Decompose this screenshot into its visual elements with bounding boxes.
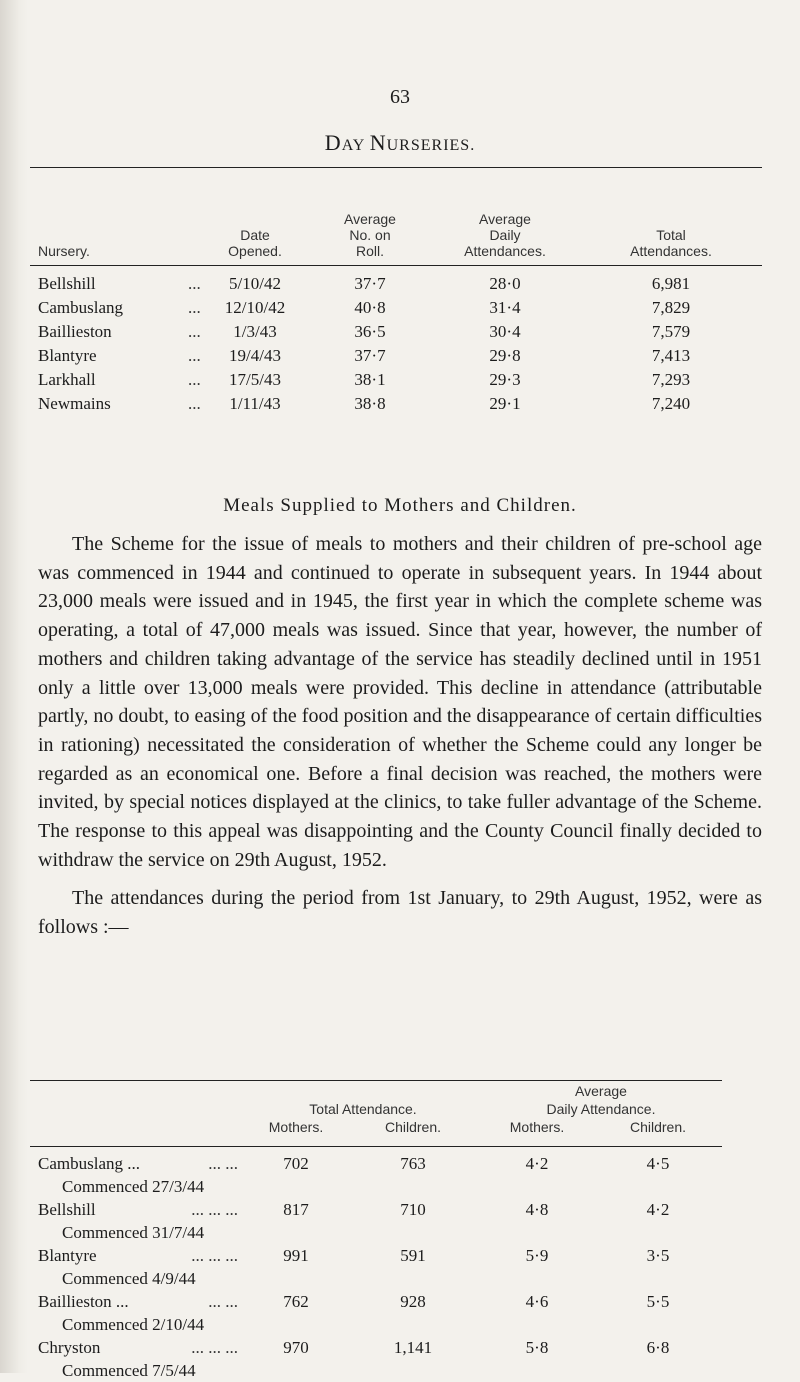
commenced-spacer <box>246 1268 722 1290</box>
clinic-name-cell <box>38 1336 246 1360</box>
total-mothers: 970 <box>283 1338 309 1357</box>
page-shadow-edge <box>0 0 28 1373</box>
leader-dots: ... <box>188 346 201 365</box>
nursery-name-cell <box>38 368 200 392</box>
leader-dots: ... ... ... <box>191 1200 238 1219</box>
meals-commenced-row <box>38 1222 722 1244</box>
nursery-name-cell <box>38 320 200 344</box>
nursery-total: 7,240 <box>651 394 691 413</box>
nursery-date: 19/4/43 <box>229 346 281 365</box>
nursery-name: Blantyre <box>38 346 97 365</box>
nursery-date: 12/10/42 <box>224 298 286 317</box>
day-nurseries-table <box>38 170 762 263</box>
commenced-spacer <box>246 1222 722 1244</box>
nursery-daily: 29·3 <box>489 370 521 389</box>
daily-header-line1: Average <box>479 211 531 227</box>
commenced-date: Commenced 7/5/44 <box>62 1361 196 1380</box>
meals-paragraph-2: The attendances during the period from 1st January, to 29th August, 1952, were as follows :— <box>38 887 762 939</box>
total-children: 1,141 <box>393 1338 433 1357</box>
meals-commenced-row <box>38 1314 722 1336</box>
leader-dots: ... <box>188 394 201 413</box>
avg-mothers: 4·8 <box>525 1200 549 1219</box>
leader-dots: ... <box>188 274 201 293</box>
attendance-header-blank-3 <box>346 1082 480 1100</box>
daily-header-line2: Daily <box>489 227 521 243</box>
avg-children: 4·5 <box>646 1154 670 1173</box>
table-header-row <box>38 170 762 263</box>
leader-dots: ... ... ... <box>191 1338 238 1357</box>
nursery-row <box>38 344 762 368</box>
leader-dots: ... <box>188 298 201 317</box>
avg-children: 3·5 <box>646 1246 670 1265</box>
total-mothers: 702 <box>283 1154 309 1173</box>
total-header-line1: Total <box>656 227 686 243</box>
avg-mothers: 4·6 <box>525 1292 549 1311</box>
meals-row <box>38 1336 722 1360</box>
col-header-date <box>200 170 310 263</box>
avg-header-line1: Average <box>575 1083 627 1099</box>
attendance-header-blank-4 <box>38 1100 246 1118</box>
heading-rest-ay: AY <box>341 137 370 154</box>
nursery-roll: 38·1 <box>354 370 386 389</box>
nursery-date: 1/11/43 <box>229 394 281 413</box>
total-children: 763 <box>400 1154 426 1173</box>
avg-mothers-header: Mothers. <box>509 1119 565 1135</box>
nursery-roll: 40·8 <box>354 298 386 317</box>
clinic-name: Chryston <box>38 1338 101 1357</box>
nursery-total: 7,829 <box>651 298 691 317</box>
meals-commenced-row <box>38 1360 722 1382</box>
nursery-daily: 31·4 <box>489 298 521 317</box>
nursery-total: 7,293 <box>651 370 691 389</box>
total-header-line2: Attendances. <box>630 243 712 259</box>
commenced-spacer <box>246 1314 722 1336</box>
total-children: 710 <box>400 1200 426 1219</box>
clinic-name: Blantyre <box>38 1246 97 1265</box>
clinic-name: Bellshill <box>38 1200 96 1219</box>
daily-attendance-header: Daily Attendance. <box>546 1101 656 1117</box>
commenced-date: Commenced 31/7/44 <box>62 1223 205 1242</box>
daily-header-line3: Attendances. <box>464 243 546 259</box>
date-header-line1: Date <box>240 227 270 243</box>
nursery-daily: 29·8 <box>489 346 521 365</box>
attendance-header-blank-5 <box>38 1118 246 1136</box>
nursery-name: Cambuslang <box>38 298 123 317</box>
attendance-header-blank <box>38 1082 246 1100</box>
nursery-name-cell <box>38 296 200 320</box>
header-bottom-rule <box>30 265 762 266</box>
clinic-name-cell <box>38 1290 246 1314</box>
nursery-daily: 28·0 <box>489 274 521 293</box>
leader-dots: ... ... ... <box>191 1246 238 1265</box>
clinic-name: Cambuslang ... <box>38 1154 140 1173</box>
col-header-nursery: Nursery. <box>38 243 90 259</box>
attendance-top-rule <box>30 1080 722 1081</box>
total-children: 928 <box>400 1292 426 1311</box>
nursery-name-cell <box>38 272 200 296</box>
leader-dots: ... ... <box>208 1292 238 1311</box>
meals-row <box>38 1290 722 1314</box>
commenced-spacer <box>246 1360 722 1382</box>
avg-children: 4·2 <box>646 1200 670 1219</box>
avg-children-header: Children. <box>629 1119 687 1135</box>
heading-initial-d: D <box>324 130 342 155</box>
nursery-roll: 37·7 <box>354 274 386 293</box>
attendance-header-blank-2 <box>246 1082 346 1100</box>
col-header-total <box>580 170 762 263</box>
meals-heading: Meals Supplied to Mothers and Children. <box>223 495 577 516</box>
meals-paragraph-1: The Scheme for the issue of meals to mothers and their children of pre-school age was commenced in 1944 and continued to operate in subsequent years. In 1944 about 23,000 meals were issued and in 1945, the first year in which the complete scheme was operating, a total of 47,000 meals was issued. Since that year, however, the number of mothers and children taking advantage of the service has steadily declined until in 1951 only a little over 13,000 meals were provided. This decline in attendance (attributable partly, no doubt, to easing of the food position and the disappearance of certain difficulties in rationing) necessitated the consideration of whether the Scheme could any longer be regarded as an economical one. Before a final decision was reached, the mothers were invited, by special notices displayed at the clinics, to take fuller advantage of the Scheme. The response to this appeal was disappointing and the County Council finally decided to withdraw the service on 29th August, 1952. <box>38 533 762 871</box>
roll-header-line2: No. on <box>349 227 391 243</box>
clinic-name: Baillieston ... <box>38 1292 129 1311</box>
day-nurseries-body <box>38 272 762 416</box>
clinic-name-cell <box>38 1244 246 1268</box>
leader-dots: ... <box>188 370 201 389</box>
meals-row <box>38 1244 722 1268</box>
attendance-header-rule <box>30 1146 722 1147</box>
page-number: 63 <box>390 86 410 108</box>
nursery-daily: 30·4 <box>489 322 521 341</box>
table-top-rule <box>30 167 762 168</box>
nursery-date: 1/3/43 <box>233 322 277 341</box>
meals-row <box>38 1198 722 1222</box>
nursery-roll: 36·5 <box>354 322 386 341</box>
leader-dots: ... <box>188 322 201 341</box>
meals-attendance-table <box>38 1152 722 1382</box>
nursery-row <box>38 296 762 320</box>
nursery-row <box>38 320 762 344</box>
commenced-date: Commenced 4/9/44 <box>62 1269 196 1288</box>
total-mothers: 817 <box>283 1200 309 1219</box>
meals-commenced-row <box>38 1268 722 1290</box>
nursery-name: Newmains <box>38 394 111 413</box>
heading-rest-urseries: URSERIES. <box>386 137 476 154</box>
nursery-name: Larkhall <box>38 370 96 389</box>
clinic-name-cell <box>38 1198 246 1222</box>
nursery-daily: 29·1 <box>489 394 521 413</box>
col-header-roll <box>310 170 430 263</box>
nursery-row <box>38 392 762 416</box>
leader-dots: ... ... <box>208 1154 238 1173</box>
nursery-row <box>38 272 762 296</box>
date-header-line2: Opened. <box>228 243 282 259</box>
meals-attendance-header <box>38 1082 722 1136</box>
avg-mothers: 5·9 <box>525 1246 549 1265</box>
nursery-date: 5/10/42 <box>229 274 281 293</box>
heading-initial-n: N <box>369 130 387 155</box>
attendance-header-row-1 <box>38 1082 722 1100</box>
nursery-total: 7,413 <box>651 346 691 365</box>
nursery-roll: 38·8 <box>354 394 386 413</box>
nursery-total: 6,981 <box>651 274 691 293</box>
col-header-daily <box>430 170 580 263</box>
total-mothers-header: Mothers. <box>268 1119 324 1135</box>
avg-mothers: 4·2 <box>525 1154 549 1173</box>
day-nurseries-heading <box>0 130 800 156</box>
roll-header-line1: Average <box>344 211 396 227</box>
meals-commenced-row <box>38 1176 722 1198</box>
clinic-name-cell <box>38 1152 246 1176</box>
nursery-date: 17/5/43 <box>229 370 281 389</box>
nursery-name-cell <box>38 392 200 416</box>
nursery-row <box>38 368 762 392</box>
meals-row <box>38 1152 722 1176</box>
commenced-spacer <box>246 1176 722 1198</box>
attendance-header-row-2 <box>38 1100 722 1118</box>
nursery-roll: 37·7 <box>354 346 386 365</box>
nursery-name: Baillieston <box>38 322 112 341</box>
total-children: 591 <box>400 1246 426 1265</box>
total-attendance-header: Total Attendance. <box>309 1101 417 1117</box>
nursery-name-cell <box>38 344 200 368</box>
total-mothers: 762 <box>283 1292 309 1311</box>
commenced-date: Commenced 2/10/44 <box>62 1315 205 1334</box>
avg-children: 5·5 <box>646 1292 670 1311</box>
commenced-date: Commenced 27/3/44 <box>62 1177 205 1196</box>
roll-header-line3: Roll. <box>355 243 384 259</box>
total-mothers: 991 <box>283 1246 309 1265</box>
nursery-total: 7,579 <box>651 322 691 341</box>
nursery-name: Bellshill <box>38 274 96 293</box>
attendance-header-row-3 <box>38 1118 722 1136</box>
meals-paragraph <box>38 530 762 942</box>
avg-children: 6·8 <box>646 1338 670 1357</box>
avg-mothers: 5·8 <box>525 1338 549 1357</box>
total-children-header: Children. <box>384 1119 442 1135</box>
